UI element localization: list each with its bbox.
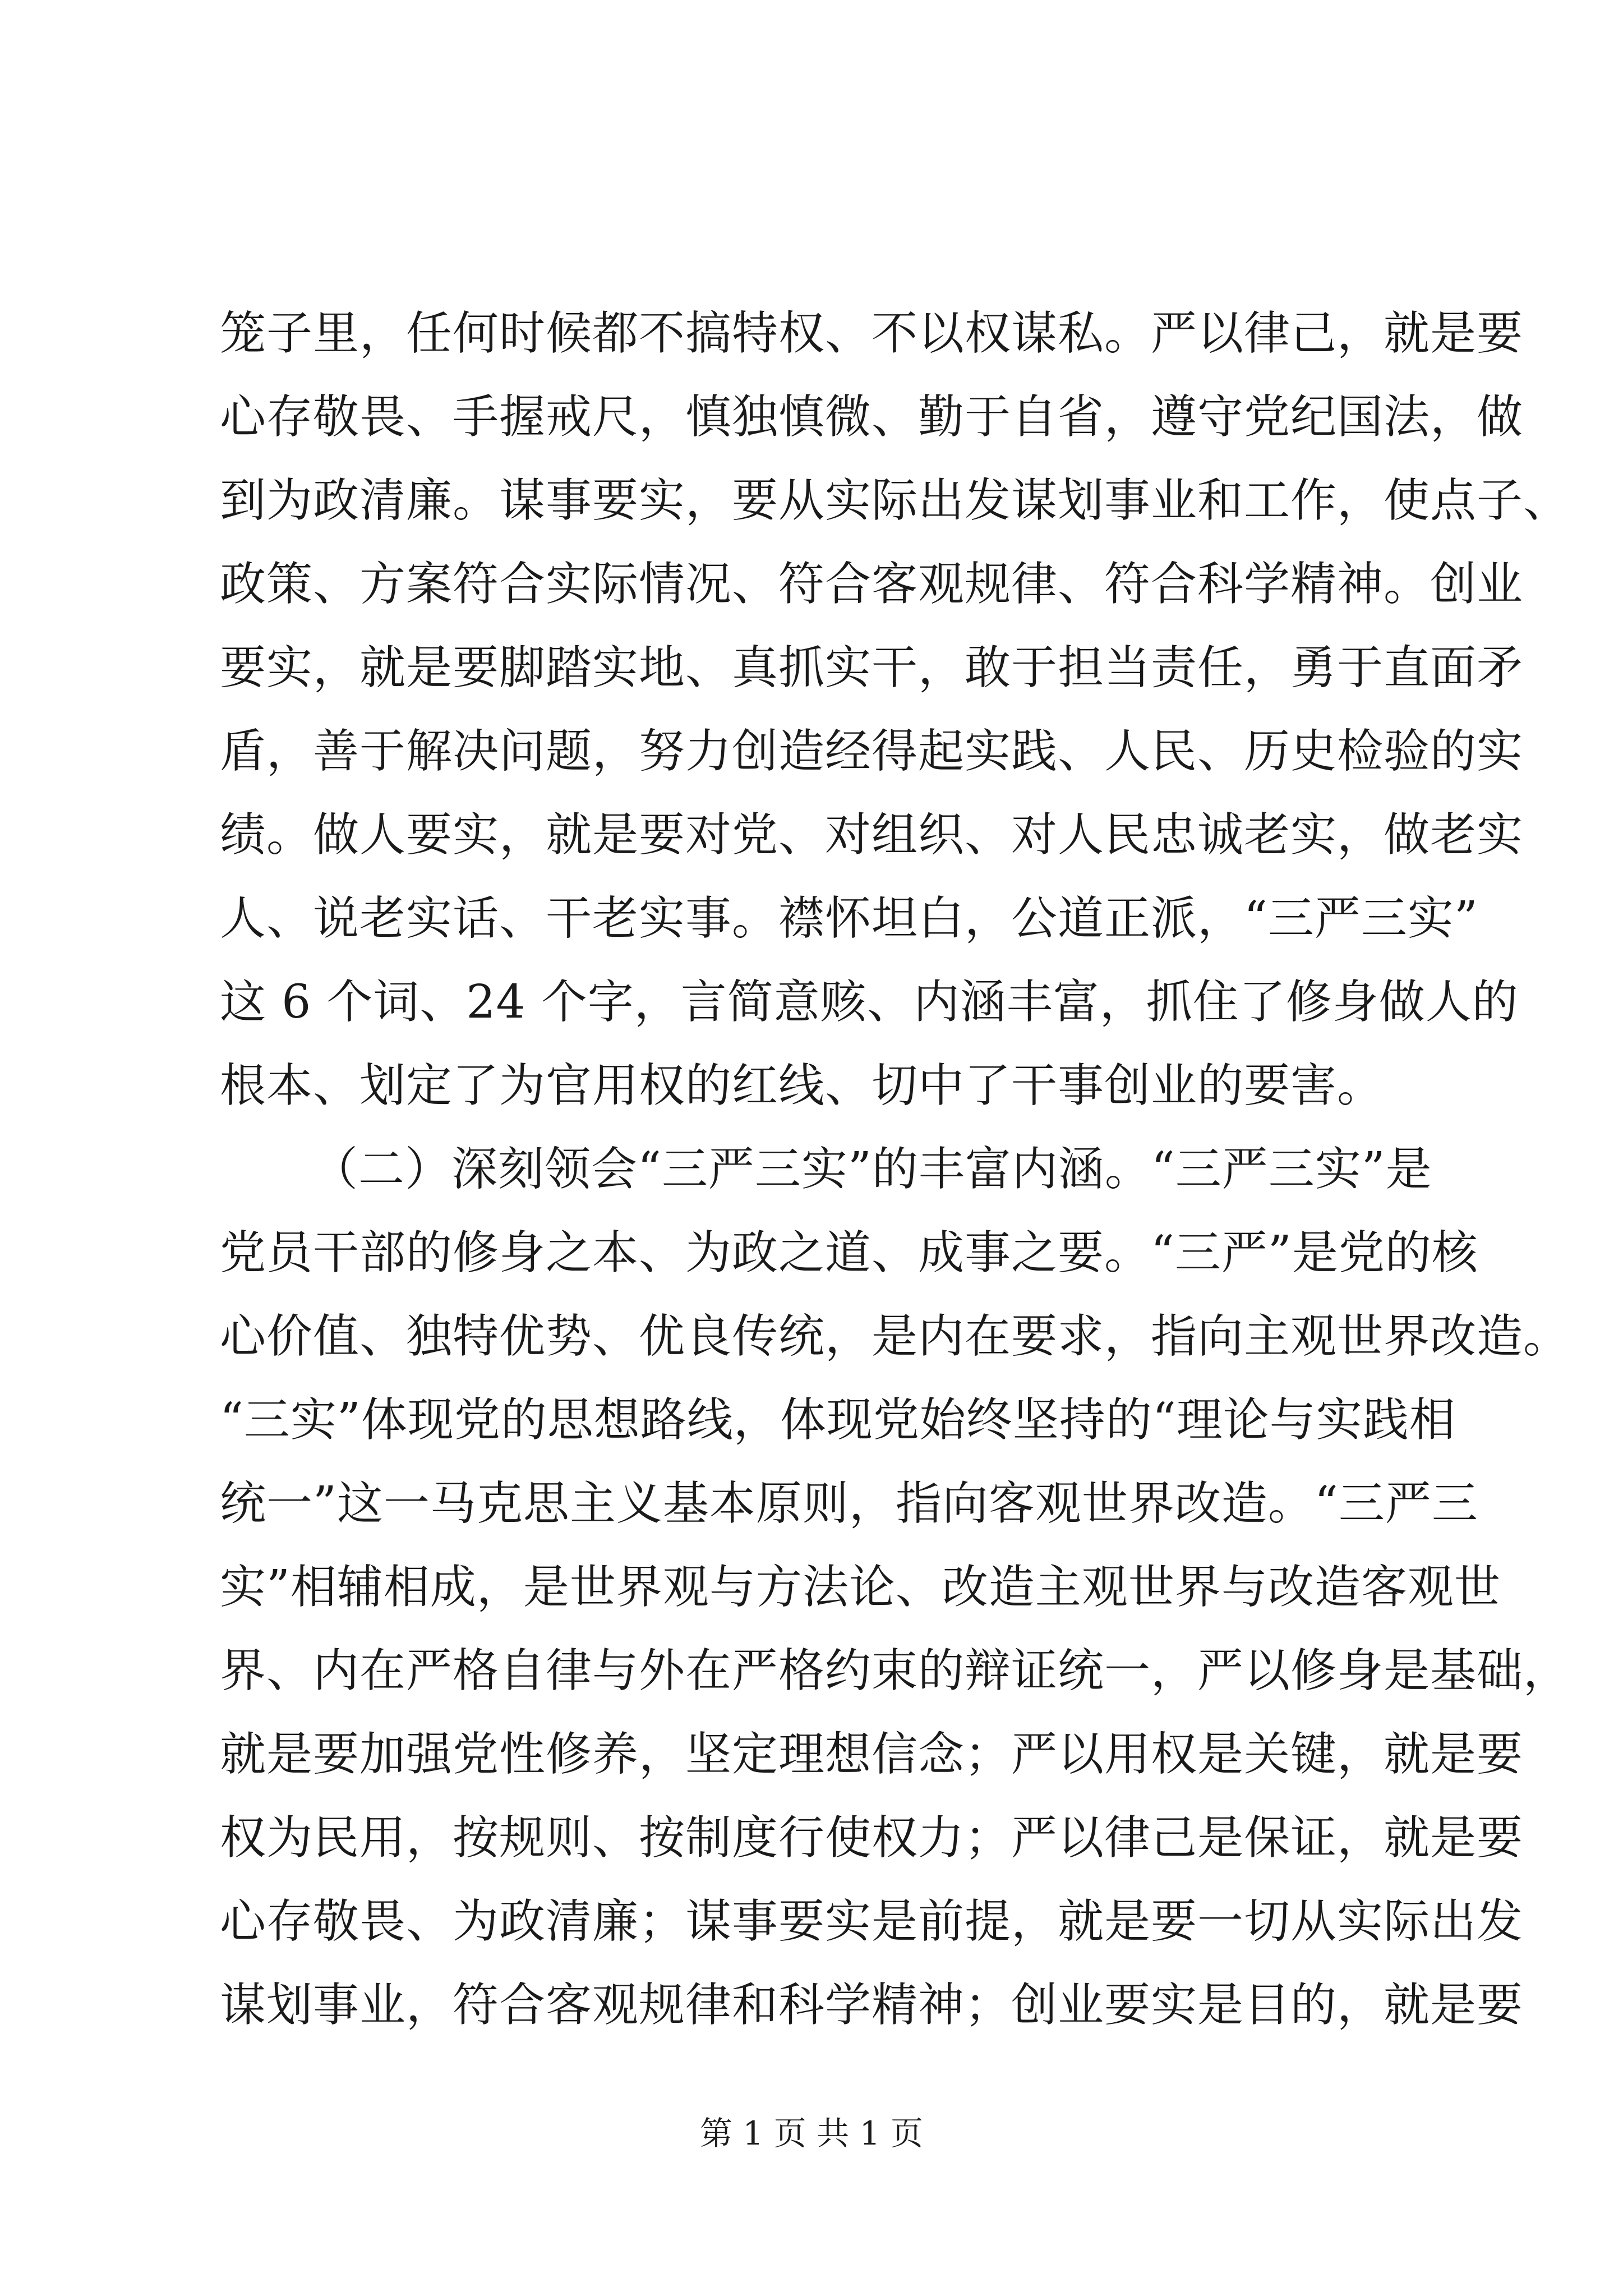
text-line: 笼子里，任何时候都不搞特权、不以权谋私。严以律己，就是要 (220, 307, 1524, 360)
document-body (220, 292, 1570, 2047)
text-line: 到为政清廉。谋事要实，要从实际出发谋划事业和工作，使点子、 (220, 474, 1570, 527)
paragraph-start-line: （二）深刻领会“三严三实”的丰富内涵。“三严三实”是 (312, 1143, 1432, 1196)
text-line: 人、说老实话、干老实事。襟怀坦白，公道正派，“三严三实” (220, 892, 1478, 945)
text-line: “三实”体现党的思想路线，体现党始终坚持的“理论与实践相 (220, 1393, 1456, 1447)
text-line: 界、内在严格自律与外在严格约束的辩证统一，严以修身是基础， (220, 1644, 1570, 1697)
text-line: 盾，善于解决问题，努力创造经得起实践、人民、历史检验的实 (220, 725, 1524, 778)
page-number-footer: 第 1 页 共 1 页 (700, 2114, 923, 2152)
paragraph-end-line: 根本、划定了为官用权的红线、切中了干事创业的要害。 (220, 1059, 1384, 1112)
text-line: 政策、方案符合实际情况、符合客观规律、符合科学精神。创业 (220, 558, 1524, 611)
text-line: 这 6 个词、24 个字，言简意赅、内涵丰富，抓住了修身做人的 (220, 976, 1519, 1029)
text-line: 就是要加强党性修养，坚定理想信念；严以用权是关键，就是要 (220, 1728, 1524, 1781)
text-line: 要实，就是要脚踏实地、真抓实干，敢于担当责任，勇于直面矛 (220, 641, 1524, 694)
text-line: 心存敬畏、手握戒尺，慎独慎微、勤于自省，遵守党纪国法，做 (220, 390, 1524, 444)
text-line: 实”相辅相成，是世界观与方法论、改造主观世界与改造客观世 (220, 1561, 1501, 1614)
text-line: 绩。做人要实，就是要对党、对组织、对人民忠诚老实，做老实 (220, 808, 1524, 862)
text-line: 权为民用，按规则、按制度行使权力；严以律己是保证，就是要 (220, 1811, 1524, 1865)
text-line: 谋划事业，符合客观规律和科学精神；创业要实是目的，就是要 (220, 1978, 1524, 2032)
text-line: 心存敬畏、为政清廉；谋事要实是前提，就是要一切从实际出发 (220, 1895, 1524, 1948)
text-line: 统一”这一马克思主义基本原则，指向客观世界改造。“三严三 (220, 1477, 1478, 1530)
text-line: 心价值、独特优势、优良传统，是内在要求，指向主观世界改造。 (220, 1310, 1570, 1363)
text-line: 党员干部的修身之本、为政之道、成事之要。“三严”是党的核 (220, 1226, 1478, 1280)
